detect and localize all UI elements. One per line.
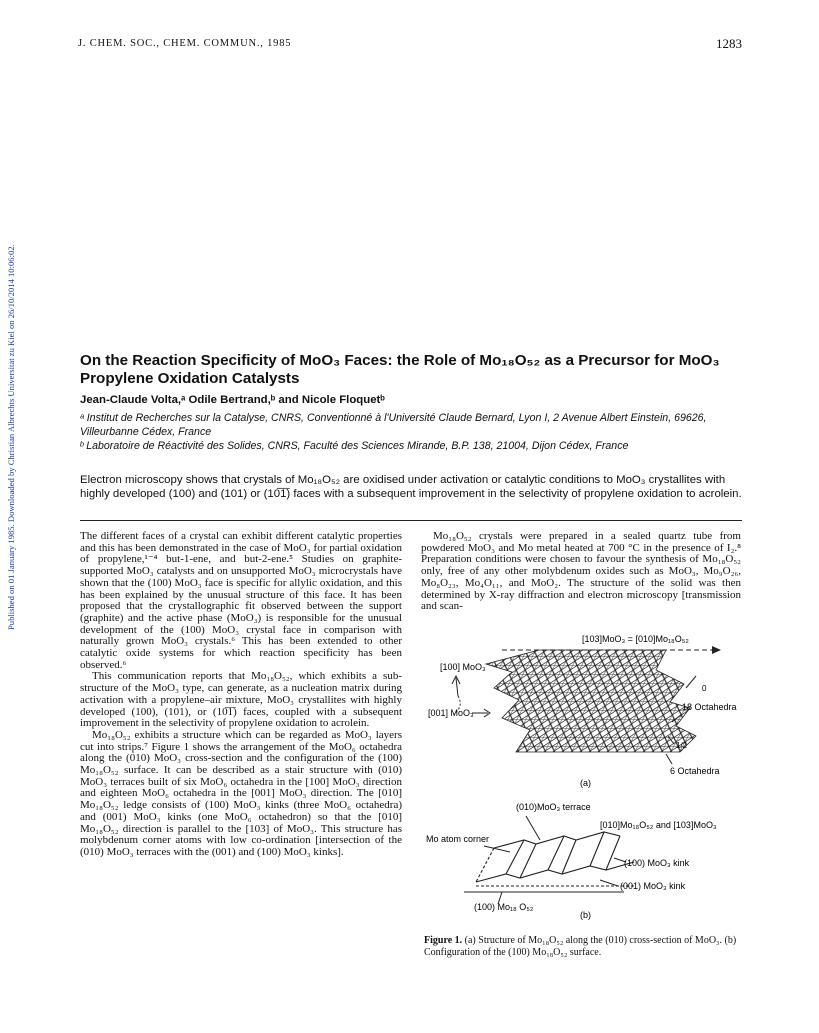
arrow-right-icon	[472, 709, 490, 717]
author-list: Jean-Claude Volta,ᵃ Odile Bertrand,ᵇ and Nicole Floquetᵇ	[80, 394, 385, 406]
arrow-up-icon	[452, 676, 460, 696]
figure-caption	[424, 935, 744, 958]
article-title: On the Reaction Specificity of MoO₃ Faces: the Role of Mo₁₈O₅₂ as a Precursor for MoO₃ Propylene Oxidation Catalysts	[80, 352, 720, 387]
label-0: 0	[702, 684, 707, 693]
figure-1b-surface-configuration	[424, 800, 754, 925]
pointer-icon	[686, 676, 696, 688]
label-terrace: (010)MoO₃ terrace	[516, 802, 591, 812]
label-103-direction: [103]MoO₃ = [010]Mo₁₈O₅₂	[582, 634, 689, 644]
page-number: 1283	[716, 36, 742, 51]
label-100-direction: [100] MoO₃	[440, 662, 486, 672]
paragraph: This communication reports that Mo₁₈O₅₂, which exhibits a sub-structure of the MoO₃ type, can generate, as a nucleation matrix during activation with a propylene–air mixture, MoO₃ crystallites with highly developed (100), (101), or (10̅1̅) faces, coupled with a subsequent improvement in the selectivity of propylene oxidation to acrolein.	[80, 670, 402, 730]
label-100-kink: (100) MoO₃ kink	[624, 858, 690, 868]
section-divider	[80, 520, 742, 521]
download-notice-link[interactable]: Published on 01 January 1985. Downloaded by Christian Albrechts Universitat zu Kiel on 26/10/2014 10:06:02.	[6, 244, 16, 630]
affiliation-a: ᵃ Institut de Recherches sur la Catalyse, CNRS, Conventionné à l'Université Claude Bernard, Lyon I, 2 Avenue Albert Einstein, 69626, Villeurbanne Cédex, France	[80, 412, 707, 438]
label-half: 1/2	[676, 741, 688, 750]
paragraph: Mo₁₈O₅₂ crystals were prepared in a sealed quartz tube from powdered MoO₃ and Mo metal heated at 700 °C in the presence of I₂.⁸ Preparation conditions were chosen to favour the synthesis of Mo₁₈O₅₂ only, free of any other molybdenum oxides such as MoO₃, Mo₉O₂₆, Mo₈O₂₃, Mo₄O₁₁, and MoO₂. The structure of the solid was then determined by X-ray diffraction and electron microscopy [transmission and scan-	[421, 530, 741, 613]
affiliation-b: ᵇ Laboratoire de Réactivité des Solides, CNRS, Faculté des Sciences Mirande, B.P. 138, 21004, Dijon Cédex, France	[80, 440, 629, 452]
label-001-kink: (001) MoO₃ kink	[620, 881, 686, 891]
caption-label: Figure 1.	[424, 935, 463, 946]
body-column-left	[80, 531, 402, 859]
octahedra-lattice	[486, 650, 696, 752]
paragraph: Mo₁₈O₅₂ exhibits a structure which can be regarded as MoO₃ layers cut into strips.⁷ Figure 1 shows the arrangement of the MoO₆ octahedra along the (010) MoO₃ cross-section and the configuration of the (100) Mo₁₈O₅₂ surface. It can be described as a stair structure with (010) MoO₃ terraces built of six MoO₆ octahedra in the [100] MoO₃ direction and eighteen MoO₆ octahedra in the [001] MoO₃ direction. The [010] Mo₁₈O₅₂ ledge consists of (100) MoO₃ kinks (three MoO₆ octahedra) and (001) MoO₃ kinks (one MoO₆ octahedron) so that the [010] Mo₁₈O₅₂ direction is parallel to the [103] of MoO₃. This structure has molybdenum corner atoms with low co-ordination [intersection of the (010) MoO₃ terraces with the (001) and (100) MoO₃ kinks].	[80, 728, 402, 858]
label-mo-corner: Mo atom corner	[426, 834, 490, 844]
arrowhead-icon	[712, 646, 721, 654]
panel-label-b: (b)	[580, 910, 591, 920]
label-001-direction: [001] MoO₃	[428, 708, 474, 718]
pointer-icon	[666, 754, 672, 764]
panel-label-a: (a)	[580, 778, 591, 788]
pointer-icon	[600, 880, 618, 886]
caption-text: (a) Structure of Mo₁₈O₅₂ along the (010) cross-section of MoO₃. (b) Configuration of the (100) Mo₁₈O₅₂ surface.	[424, 935, 737, 958]
abstract: Electron microscopy shows that crystals of Mo₁₈O₅₂ are oxidised under activation or catalytic conditions to MoO₃ crystallites with highly developed (100) and (101) or (10̅1̅) faces with a subsequent improvement in the selectivity of propylene oxidation to acrolein.	[80, 474, 742, 501]
label-6-octahedra: 6 Octahedra	[670, 766, 720, 776]
running-header: J. CHEM. SOC., CHEM. COMMUN., 1985	[78, 38, 292, 49]
label-010-direction: [010]Mo₁₈O₅₂ and [103]MoO₃	[600, 820, 717, 830]
label-surface: (100) Mo₁₈ O₅₂	[474, 902, 534, 912]
pointer-icon	[526, 816, 540, 840]
label-18-octahedra: 18 Octahedra	[682, 702, 737, 712]
figure-1a-octahedra-structure	[424, 598, 754, 788]
paragraph: The different faces of a crystal can exhibit different catalytic properties and this has been demonstrated in the case of MoO₃ for partial oxidation of propylene,¹⁻⁴ but-1-ene, and but-2-ene.⁵ Studies on graphite-supported MoO₃ catalysts and on unsupported MoO₃ microcrystals have shown that the (100) MoO₃ face is specific for allylic oxidation, and this has been explained by the unusual structure of this face. It has been proposed that the crystallographic fit observed between the support (graphite) and the active phase (MoO₃) is responsible for the unusual development of the (100) MoO₃ crystal face in comparison with naturally grown MoO₃ crystals.⁶ This has been extended to other catalytic oxide systems for which reaction specificity has been observed.⁶	[80, 530, 402, 671]
